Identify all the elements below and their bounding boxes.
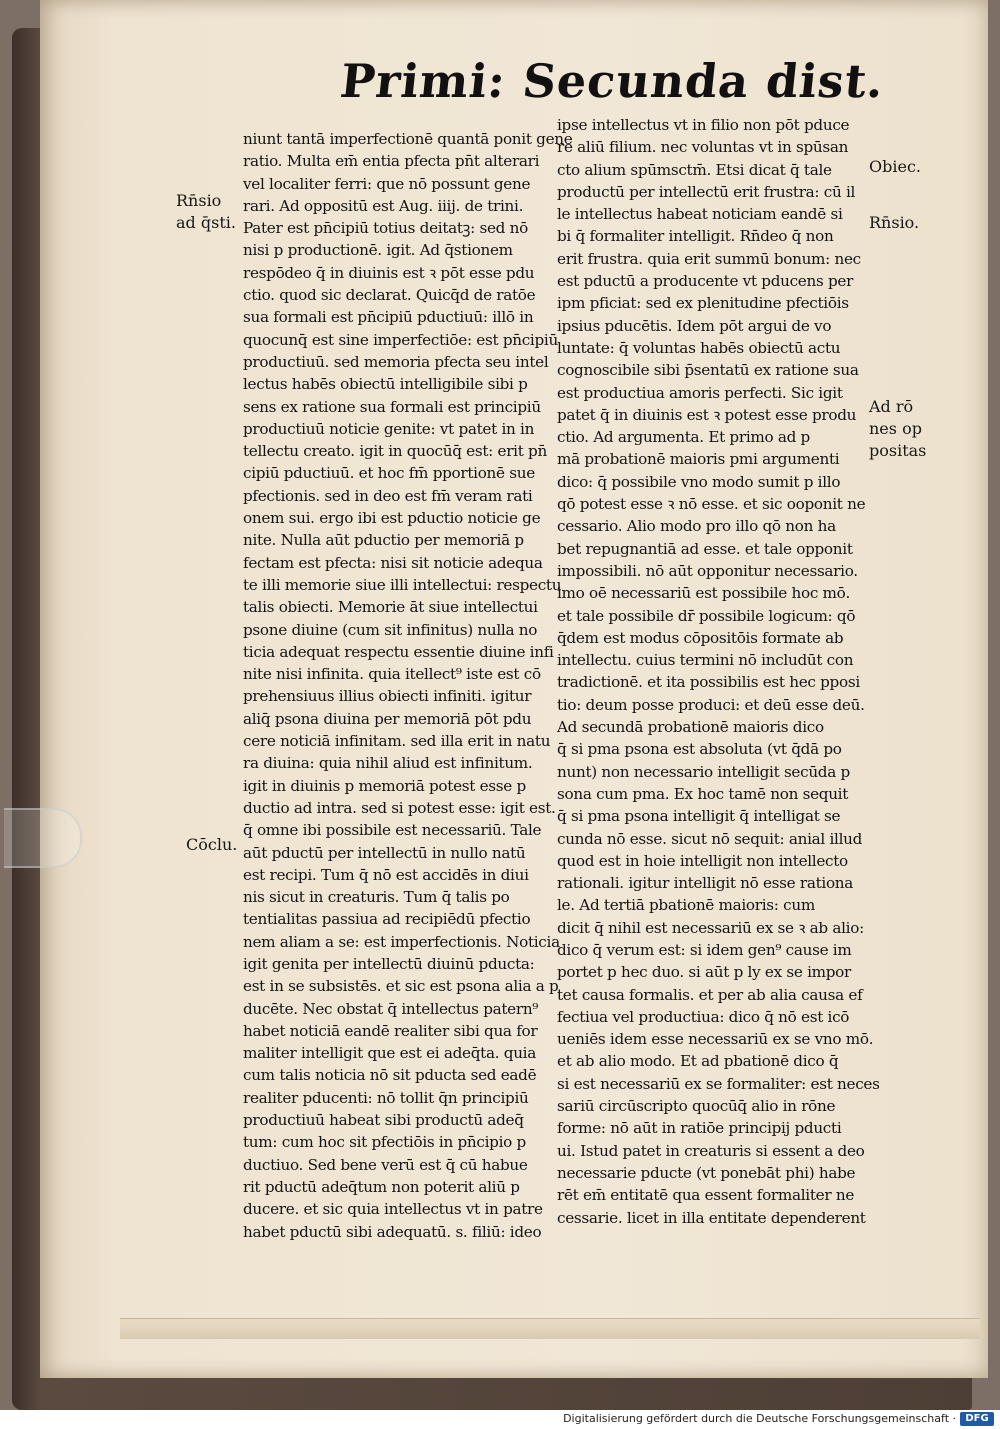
text-line: tellectu creato. igit in quocūq̄ est: erit pn̄: [243, 442, 547, 461]
text-line: prehensiuus illius obiecti infiniti. igitur: [243, 687, 532, 706]
text-line: et ab alio modo. Et ad pbationē dico q̄: [557, 1052, 839, 1071]
text-line: re aliū filium. nec voluntas vt in spūsan: [557, 138, 849, 157]
margin-note-line: Cōclu.: [186, 835, 238, 854]
text-line: nem aliam a se: est imperfectionis. Noticia: [243, 932, 560, 951]
text-line: Pater est pn̄cipiū totius deitatꝫ: sed nō: [243, 219, 528, 238]
running-head: Primi: Secunda dist.: [337, 54, 887, 108]
text-line: rationali. igitur intelligit nō esse rationa: [557, 874, 854, 893]
margin-note-line: nes op: [869, 419, 922, 438]
text-line: q̄ omne ibi possibile est necessariū. Tale: [243, 821, 542, 840]
text-line: ui. Istud patet in creaturis si essent a deo: [557, 1141, 865, 1160]
text-line: est productiua amoris perfecti. Sic igit: [557, 383, 843, 402]
margin-note-responsio: [176, 190, 236, 234]
margin-note-line: Rn̄sio.: [869, 213, 920, 232]
text-line: lectus habēs obiectū intelligibile sibi p: [243, 375, 528, 394]
text-line: forme: nō aūt in ratiōe principij pducti: [557, 1119, 842, 1138]
text-line: Ad secundā probationē maioris dico: [557, 718, 824, 737]
text-line: luntate: q̄ voluntas habēs obiectū actu: [557, 338, 841, 357]
margin-note-line: Rn̄sio: [176, 191, 222, 210]
margin-note-conclusio: [186, 834, 237, 856]
text-line: dico: q̄ possibile vno modo sumit p illo: [557, 472, 841, 491]
text-line: ipse intellectus vt in filio non pōt pduce: [557, 116, 850, 134]
text-line: ducēte. Nec obstat q̄ intellectus patern⁹: [243, 999, 539, 1018]
text-line: fectam est pfecta: nisi sit noticie adequa: [243, 553, 543, 572]
text-line: nunt) non necessario intelligit secūda p: [557, 762, 850, 781]
text-line: maliter intelligit que est ei adeq̄ta. quia: [243, 1044, 536, 1063]
text-line: mā probationē maioris pmi argumenti: [557, 450, 840, 469]
text-line: q̄ si pma psona est absoluta (vt q̄dā po: [557, 740, 842, 759]
margin-note-responsio-right: [869, 212, 919, 234]
text-line: portet p hec duo. si aūt p ly ex se impor: [557, 963, 851, 982]
text-line: nite. Nulla aūt pductio per memoriā p: [243, 531, 524, 550]
text-line: rit pductū adeq̄tum non poterit aliū p: [243, 1177, 520, 1196]
text-line: te illi memorie siue illi intellectui: respectu: [243, 575, 562, 594]
text-line: psone diuine (cum sit infinitus) nulla no: [243, 620, 538, 639]
text-line: realiter pducenti: nō tollit q̄n principiū: [243, 1088, 529, 1107]
text-line: tradictionē. et ita possibilis est hec pposi: [557, 673, 860, 692]
text-line: onem sui. ergo ibi est pductio noticie ge: [243, 509, 541, 528]
text-line: sens ex ratione sua formali est principiū: [243, 397, 541, 416]
text-line: productiuū habeat sibi productū adeq̄: [243, 1111, 524, 1130]
text-line: ratio. Multa em̄ entia pfecta pn̄t alterari: [243, 152, 540, 171]
text-line: igit in diuinis p memoriā potest esse p: [243, 776, 526, 795]
footer-text: Digitalisierung gefördert durch die Deutsche Forschungsgemeinschaft ·: [563, 1412, 956, 1425]
text-line: cto alium spūmsctm̄. Etsi dicat q̄ tale: [557, 160, 832, 179]
text-line: cunda nō esse. sicut nō sequit: anial illud: [557, 829, 863, 848]
text-line: nite nisi infinita. quia itellect⁹ iste est cō: [243, 665, 541, 684]
text-line: niunt tantā imperfectionē quantā ponit gene: [243, 130, 573, 148]
text-line: ductiuo. Sed bene verū est q̄ cū habue: [243, 1155, 528, 1174]
margin-note-line: Obiec.: [869, 157, 921, 176]
text-line: ctio. quod sic declarat. Quicq̄d de ratōe: [243, 286, 536, 305]
text-line: nis sicut in creaturis. Tum q̄ talis po: [243, 888, 510, 907]
text-line: igit genita per intellectū diuinū pducta:: [243, 954, 535, 973]
text-line: qō potest esse ꝛ nō esse. et sic ooponit ne: [557, 495, 866, 514]
text-line: cipiū pductiuū. et hoc fm̄ pportionē sue: [243, 464, 535, 483]
text-line: necessarie pducte (vt ponebāt phi) habe: [557, 1163, 856, 1182]
text-line: productiuū. sed memoria pfecta seu intel: [243, 352, 549, 371]
text-line: productū per intellectū erit frustra: cū il: [557, 182, 856, 201]
text-line: cessarie. licet in illa entitate dependerent: [557, 1208, 866, 1227]
text-line: ticia adequat respectu essentie diuine infi: [243, 642, 554, 661]
text-line: est recipi. Tum q̄ nō est accidēs in diui: [243, 865, 529, 884]
text-line: rēt em̄ entitatē qua essent formaliter ne: [557, 1186, 855, 1205]
text-line: impossibili. nō aūt opponitur necessario.: [557, 561, 858, 580]
text-line: ipsius pducētis. Idem pōt argui de vo: [557, 316, 832, 335]
page-clip: [4, 808, 82, 868]
dfg-logo: DFG: [960, 1412, 994, 1426]
margin-note-ad-rationes: [869, 396, 926, 462]
text-line: patet q̄ in diuinis est ꝛ potest esse produ: [557, 405, 857, 424]
text-line: erit frustra. quia erit summū bonum: nec: [557, 249, 861, 268]
text-line: dicit q̄ nihil est necessariū ex se ꝛ ab alio:: [557, 918, 864, 937]
text-line: cere noticiā infinitam. sed illa erit in natu: [243, 732, 551, 751]
text-line: bet repugnantiā ad esse. et tale opponit: [557, 539, 853, 558]
text-line: aliq̄ psona diuina per memoriā pōt pdu: [243, 709, 532, 728]
text-line: habet pductū sibi adequatū. s. filiū: ideo: [243, 1222, 542, 1241]
text-line: ipm pficiat: sed ex plenitudine pfectiōis: [557, 294, 849, 313]
text-line: tum: cum hoc sit pfectiōis in pn̄cipio p: [243, 1133, 526, 1152]
text-line: si est necessariū ex se formaliter: est neces: [557, 1074, 880, 1093]
text-line: ducere. et sic quia intellectus vt in patre: [243, 1200, 543, 1219]
text-line: habet noticiā eandē realiter sibi qua for: [243, 1021, 538, 1040]
margin-note-line: Ad rō: [869, 397, 914, 416]
text-line: tio: deum posse produci: et deū esse deū.: [557, 695, 865, 714]
text-line: quod est in hoie intelligit non intellecto: [557, 851, 848, 870]
text-line: talis obiecti. Memorie āt siue intellectui: [243, 598, 538, 617]
text-line: dico q̄ verum est: si idem gen⁹ cause im: [557, 940, 852, 959]
text-line: respōdeo q̄ in diuinis est ꝛ pōt esse pdu: [243, 263, 535, 282]
text-line: tentialitas passiua ad recipiēdū pfectio: [243, 910, 531, 929]
text-line: cessario. Alio modo pro illo qō non ha: [557, 517, 836, 536]
text-line: est in se subsistēs. et sic est psona alia a p: [243, 977, 559, 996]
text-line: nisi p productionē. igit. Ad q̄stionem: [243, 241, 513, 260]
text-line: intellectu. cuius termini nō includūt con: [557, 651, 854, 670]
margin-note-obiectio: [869, 156, 921, 178]
text-line: bi q̄ formaliter intelligit. Rn̄deo q̄ non: [557, 227, 834, 246]
text-line: et tale possibile dr̄ possibile logicum: qō: [557, 606, 856, 625]
text-line: pfectionis. sed in deo est fm̄ veram rati: [243, 486, 533, 505]
margin-note-line: positas: [869, 441, 927, 460]
text-line: le. Ad tertiā pbationē maioris: cum: [557, 896, 815, 915]
page-edge: [120, 1318, 980, 1339]
text-line: sona cum pma. Ex hoc tamē non sequit: [557, 784, 849, 803]
text-line: q̄dem est modus cōpositōis formate ab: [557, 628, 844, 647]
text-line: ra diuina: quia nihil aliud est infinitum.: [243, 754, 533, 773]
text-line: aūt pductū per intellectū in nullo natū: [243, 843, 526, 862]
text-line: rari. Ad oppositū est Aug. iiij. de trini.: [243, 196, 524, 215]
margin-note-line: ad q̄sti.: [176, 213, 236, 232]
text-line: fectiua vel productiua: dico q̄ nō est icō: [557, 1007, 850, 1026]
left-text-column: [243, 128, 573, 1243]
text-line: cognoscibile sibi p̄sentatū ex ratione sua: [557, 361, 859, 380]
text-line: sua formali est pn̄cipiū pductiuū: illō in: [243, 308, 534, 327]
text-line: est pductū a producente vt pducens per: [557, 272, 854, 291]
text-line: ctio. Ad argumenta. Et primo ad p: [557, 428, 810, 447]
text-line: cum talis noticia nō sit pducta sed eadē: [243, 1066, 537, 1085]
text-line: sariū circūscripto quocūq̄ alio in rōne: [557, 1097, 836, 1116]
text-line: vel localiter ferri: que nō possunt gene: [243, 174, 531, 193]
text-line: imo oē necessariū est possibile hoc mō.: [557, 584, 851, 603]
text-line: q̄ si pma psona intelligit q̄ intelligat se: [557, 807, 841, 826]
right-text-column: [557, 114, 880, 1229]
text-line: ueniēs idem esse necessariū ex se vno mō.: [557, 1030, 874, 1049]
text-line: tet causa formalis. et per ab alia causa ef: [557, 985, 863, 1004]
text-line: le intellectus habeat noticiam eandē si: [557, 205, 843, 224]
text-line: quocunq̄ est sine imperfectiōe: est pn̄cipiū: [243, 330, 558, 349]
text-line: productiuū noticie genite: vt patet in in: [243, 419, 535, 438]
text-line: ductio ad intra. sed si potest esse: igit est.: [243, 798, 556, 817]
